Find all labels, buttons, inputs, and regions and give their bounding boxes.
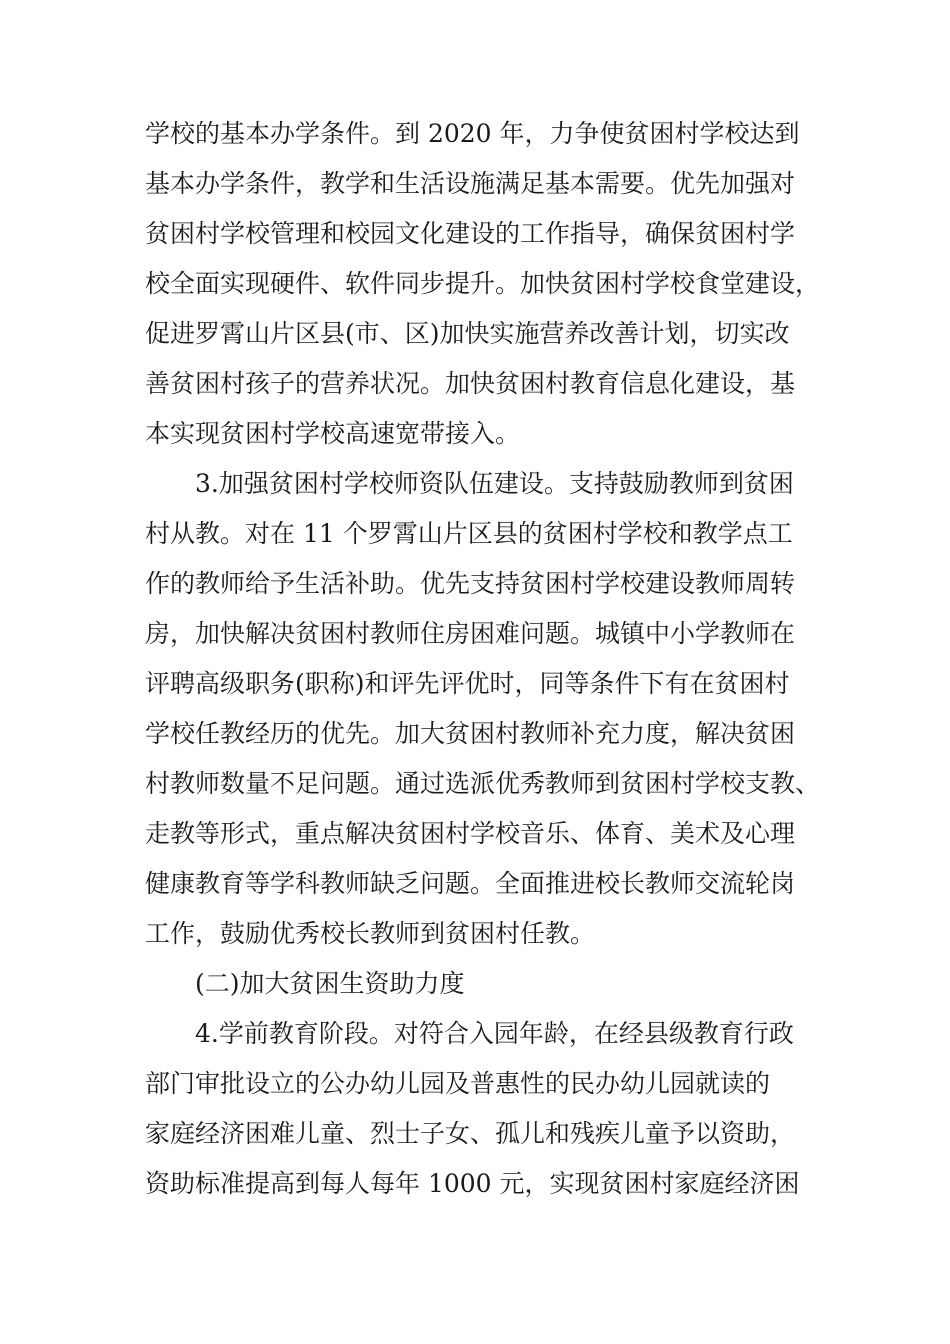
text-line: 基本办学条件，教学和生活设施满足基本需要。优先加强对 (145, 169, 796, 198)
text-line: 作的教师给予生活补助。优先支持贫困村学校建设教师周转 (145, 569, 796, 598)
text-line: 健康教育等学科教师缺乏问题。全面推进校长教师交流轮岗 (145, 869, 796, 898)
section-heading: (二)加大贫困生资助力度 (195, 969, 465, 998)
body-text (145, 109, 825, 1209)
text-line: 村教师数量不足问题。通过选派优秀教师到贫困村学校支教、 (145, 769, 821, 798)
text-line: 学校的基本办学条件。到 2020 年，力争使贫困村学校达到 (145, 119, 800, 148)
text-line: 本实现贫困村学校高速宽带接入。 (145, 419, 521, 448)
text-line: 村从教。对在 11 个罗霄山片区县的贫困村学校和教学点工 (145, 519, 793, 548)
paragraph-start-line: 3.加强贫困村学校师资队伍建设。支持鼓励教师到贫困 (195, 469, 794, 498)
text-line: 善贫困村孩子的营养状况。加快贫困村教育信息化建设，基 (145, 369, 796, 398)
text-line: 走教等形式，重点解决贫困村学校音乐、体育、美术及心理 (145, 819, 796, 848)
text-line: 评聘高级职务(职称)和评先评优时，同等条件下有在贫困村 (145, 669, 790, 698)
text-line: 部门审批设立的公办幼儿园及普惠性的民办幼儿园就读的 (145, 1069, 771, 1098)
paragraph-start-line: 4.学前教育阶段。对符合入园年龄，在经县级教育行政 (195, 1019, 794, 1048)
text-line: 校全面实现硬件、软件同步提升。加快贫困村学校食堂建设， (145, 269, 821, 298)
text-line: 房，加快解决贫困村教师住房困难问题。城镇中小学教师在 (145, 619, 796, 648)
text-line: 学校任教经历的优先。加大贫困村教师补充力度，解决贫困 (145, 719, 796, 748)
text-line: 家庭经济困难儿童、烈士子女、孤儿和残疾儿童予以资助， (145, 1119, 796, 1148)
text-line: 工作，鼓励优秀校长教师到贫困村任教。 (145, 919, 596, 948)
text-line: 贫困村学校管理和校园文化建设的工作指导，确保贫困村学 (145, 219, 796, 248)
text-line: 促进罗霄山片区县(市、区)加快实施营养改善计划，切实改 (145, 319, 790, 348)
text-line: 资助标准提高到每人每年 1000 元，实现贫困村家庭经济困 (145, 1169, 800, 1198)
